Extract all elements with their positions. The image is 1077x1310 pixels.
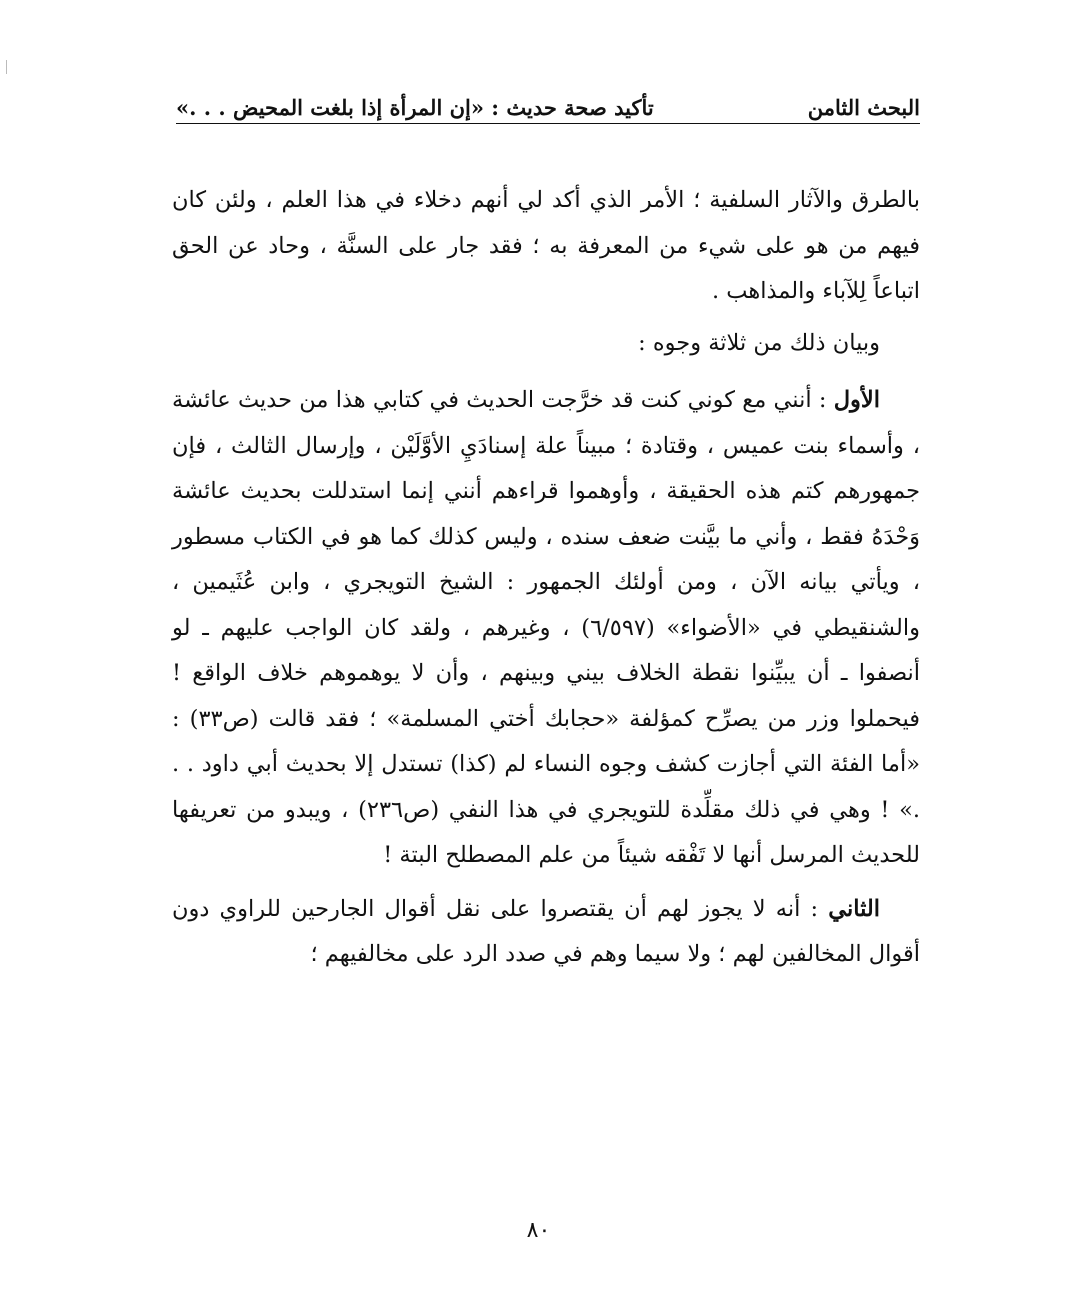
header-divider: [176, 123, 920, 124]
first-point-heading: الأول: [833, 387, 880, 413]
paragraph-three-ways: وبيان ذلك من ثلاثة وجوه :: [638, 329, 880, 356]
running-header: [176, 84, 920, 120]
paragraph-second-point: [172, 887, 920, 978]
page-number: ٨٠: [526, 1218, 551, 1243]
first-point-text: : أنني مع كوني كنت قد خرَّجت الحديث في كتابي هذا من حديث عائشة ، وأسماء بنت عميس ، وقتادة ؛ مبيناً علة إسنادَيِ الأوَّلَيْن ، وإرسال الثالث ، فإن جمهورهم كتم هذه الحقيقة ، وأوهموا قراءهم أنني إنما استدللت بحديث عائشة وَحْدَهُ فقط ، وأني ما بيَّنت ضعف سنده ، وليس كذلك كما هو في الكتاب مسطور ، ويأتي بيانه الآن ، ومن أولئك الجمهور : الشيخ التويجري ، وابن عُثَيمين ، والشنقيطي في «الأضواء» (٦/٥٩٧) ، وغيرهم ، ولقد كان الواجب عليهم ـ لو أنصفوا ـ أن يبيِّنوا نقطة الخلاف بيني وبينهم ، وأن لا يوهموهم خلاف الواقع ! فيحملوا وزر من يصرِّح كمؤلفة «حجابك أختي المسلمة» ؛ فقد قالت (ص٣٣) : «أما الفئة التي أجازت كشف وجوه النساء لم (كذا) تستدل إلا بحديث أبي داود . . .» ! وهي في ذلك مقلِّدة للتويجري في هذا النفي (ص٢٣٦) ، ويبدو من تعريفها للحديث المرسل أنها لا تَفْقه شيئاً من علم المصطلح البتة !: [172, 387, 920, 868]
header-section-label: البحث الثامن: [807, 95, 920, 120]
second-point-heading: الثاني: [828, 895, 880, 922]
paragraph-intro: بالطرق والآثار السلفية ؛ الأمر الذي أكد لي أنهم دخلاء في هذا العلم ، ولئن كان فيهم من هو على شيء من المعرفة به ؛ فقد جار على السنَّة ، وحاد عن الحق اتباعاً لِلآباء والمذاهب .: [172, 187, 920, 304]
second-point-text: : أنه لا يجوز لهم أن يقتصروا على نقل أقوال الجارحين للراوي دون أقوال المخالفين لهم ؛ ولا سيما وهم في صدد الرد على مخالفيهم ؛: [172, 895, 920, 967]
header-title: تأكيد صحة حديث : «إن المرأة إذا بلغت المحيض . . .»: [176, 95, 654, 120]
scan-edge-mark: [6, 60, 7, 74]
body-text: [172, 178, 920, 978]
paragraph-first-point: [172, 378, 920, 879]
